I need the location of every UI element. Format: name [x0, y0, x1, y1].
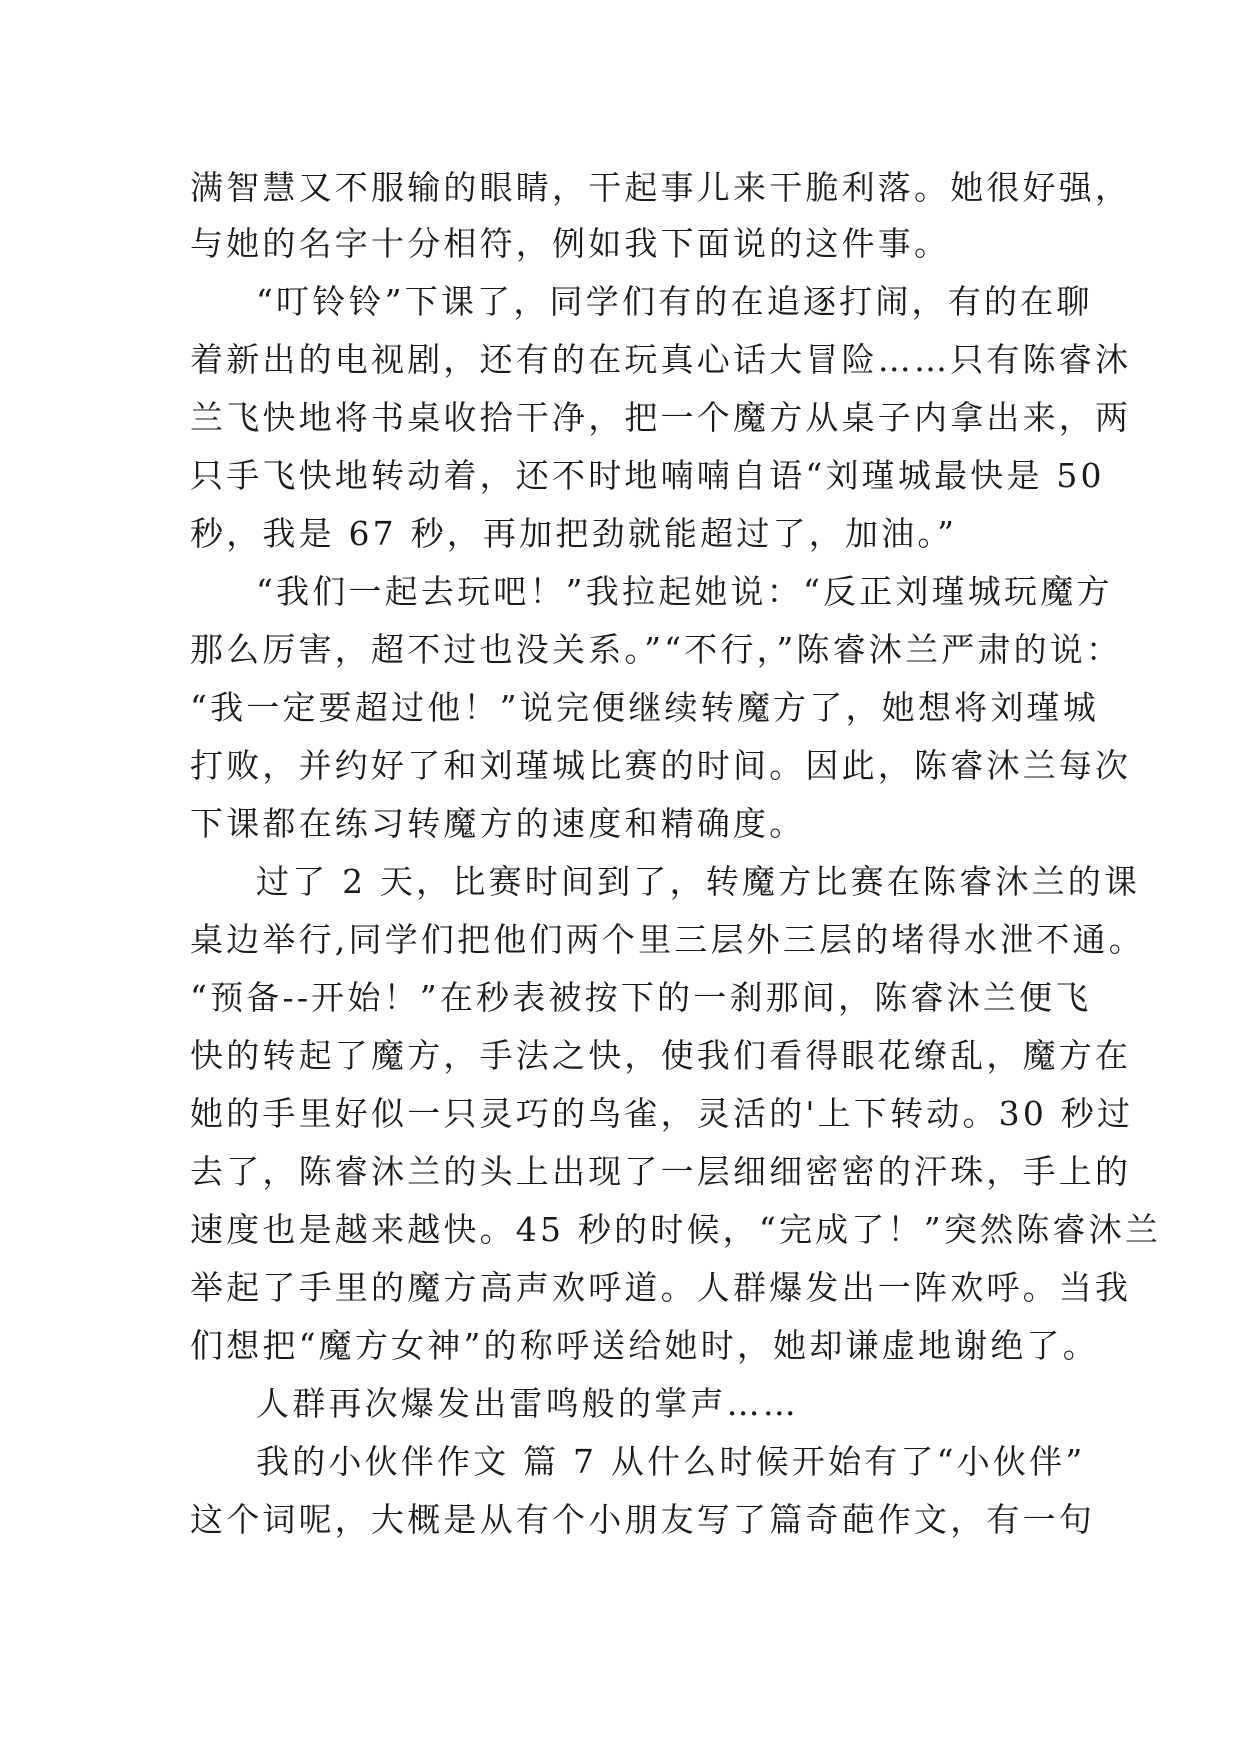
text-line: 速度也是越来越快。45 秒的时候，“完成了！”突然陈睿沐兰 — [190, 1210, 1162, 1249]
text-line: 这个词呢，大概是从有个小朋友写了篇奇葩作文，有一句 — [190, 1500, 1095, 1539]
text-line: 她的手里好似一只灵巧的鸟雀，灵活的'上下转动。30 秒过 — [190, 1094, 1134, 1133]
text-line: 与她的名字十分相符，例如我下面说的这件事。 — [190, 224, 951, 263]
text-line: 过了 2 天，比赛时间到了，转魔方比赛在陈睿沐兰的课 — [256, 862, 1141, 901]
text-line: 下课都在练习转魔方的速度和精确度。 — [190, 804, 806, 843]
text-line: “我们一起去玩吧！”我拉起她说：“反正刘瑾城玩魔方 — [256, 572, 1113, 611]
text-line: 着新出的电视剧，还有的在玩真心话大冒险……只有陈睿沐 — [190, 340, 1132, 379]
text-line: 快的转起了魔方，手法之快，使我们看得眼花缭乱，魔方在 — [190, 1036, 1132, 1075]
text-line: 秒，我是 67 秒，再加把劲就能超过了，加油。” — [190, 514, 958, 553]
text-line: 满智慧又不服输的眼睛，干起事儿来干脆利落。她很好强， — [190, 168, 1132, 207]
text-line: 打败，并约好了和刘瑾城比赛的时间。因此，陈睿沐兰每次 — [190, 746, 1132, 785]
text-line: “叮铃铃”下课了，同学们有的在追逐打闹，有的在聊 — [256, 282, 1093, 321]
text-line: 们想把“魔方女神”的称呼送给她时，她却谦虚地谢绝了。 — [190, 1326, 1099, 1365]
text-line: 桌边举行,同学们把他们两个里三层外三层的堵得水泄不通。 — [190, 920, 1145, 959]
text-line: 我的小伙伴作文 篇 7 从什么时候开始有了“小伙伴” — [256, 1442, 1086, 1481]
text-line: 那么厉害，超不过也没关系。”“不行，”陈睿沐兰严肃的说： — [190, 630, 1123, 669]
text-line: 去了，陈睿沐兰的头上出现了一层细细密密的汗珠，手上的 — [190, 1152, 1132, 1191]
text-line: 只手飞快地转动着，还不时地喃喃自语“刘瑾城最快是 50 — [190, 456, 1105, 495]
text-line: “我一定要超过他！”说完便继续转魔方了，她想将刘瑾城 — [190, 688, 1099, 727]
text-line: 人群再次爆发出雷鸣般的掌声…… — [256, 1384, 799, 1423]
text-line: “预备--开始！”在秒表被按下的一刹那间，陈睿沐兰便飞 — [190, 978, 1092, 1017]
text-line: 举起了手里的魔方高声欢呼道。人群爆发出一阵欢呼。当我 — [190, 1268, 1132, 1307]
text-line: 兰飞快地将书桌收拾干净，把一个魔方从桌子内拿出来，两 — [190, 398, 1132, 437]
